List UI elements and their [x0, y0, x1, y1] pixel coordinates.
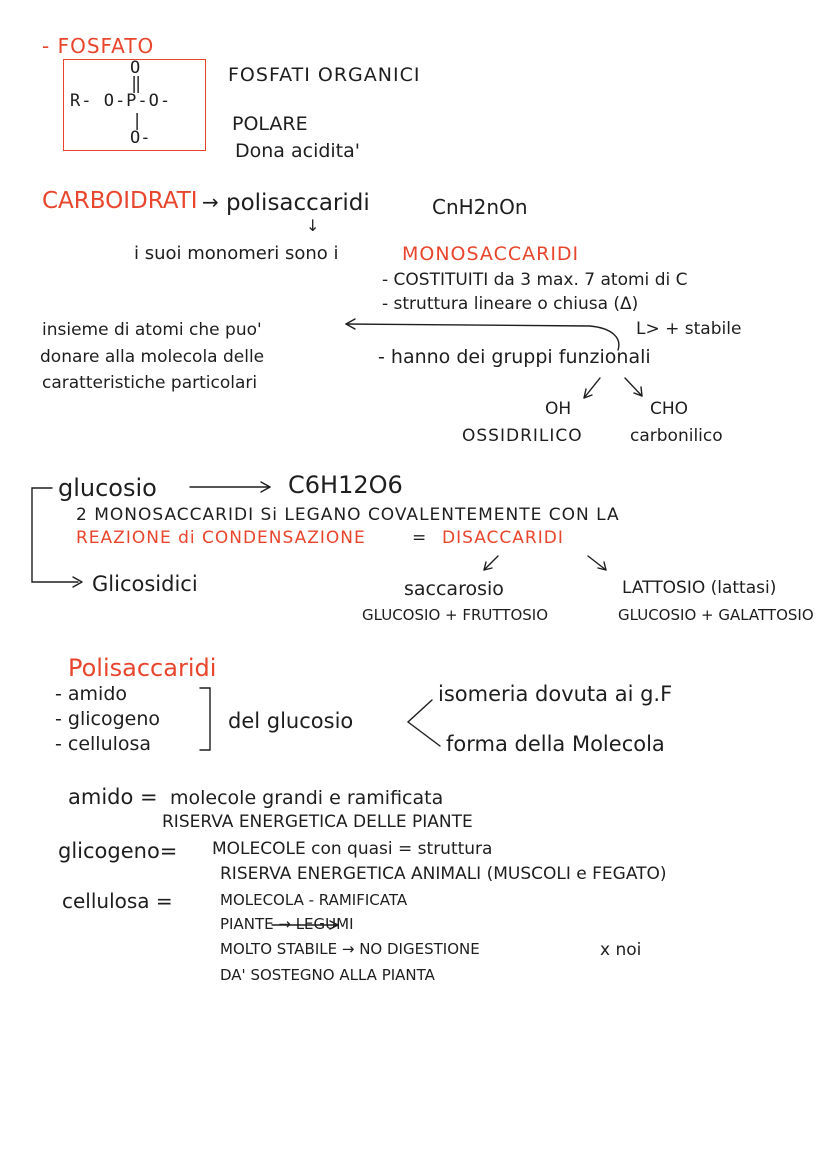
carbohydrate-formula: CnH2nOn — [432, 195, 528, 219]
def-amido-line-1: molecole grandi e ramificata — [170, 787, 444, 809]
def-cellulosa-line-1: MOLECOLA - RAMIFICATA — [220, 891, 408, 909]
def-glicogeno-line-1: MOLECOLE con quasi = struttura — [212, 839, 493, 859]
lattosio-composition: GLUCOSIO + GALATTOSIO — [618, 606, 814, 624]
group-oh-formula: OH — [545, 399, 572, 419]
disaccaridi-label: DISACCARIDI — [442, 528, 564, 548]
saccarosio-name: saccarosio — [404, 578, 504, 600]
phosphate-formula-row: R- O-P-O- — [70, 91, 172, 111]
bullet-struttura: - struttura lineare o chiusa (Δ) — [382, 294, 639, 314]
saccarosio-composition: GLUCOSIO + FRUTTOSIO — [362, 606, 548, 624]
bullet-gruppi-funzionali: - hanno dei gruppi funzionali — [378, 346, 651, 368]
def-amido-term: amido = — [68, 785, 158, 809]
fosfati-organici-note: FOSFATI ORGANICI — [228, 64, 421, 86]
def-glicogeno-term: glicogeno= — [58, 839, 178, 863]
polare-note: POLARE — [232, 113, 308, 135]
legami-bracket — [32, 488, 78, 582]
reazione-condensazione: REAZIONE di CONDENSAZIONE — [76, 528, 366, 548]
carboidrati-heading: CARBOIDRATI — [42, 188, 198, 214]
dona-acidita-note: Dona acidita' — [235, 140, 361, 162]
lattosio-name: LATTOSIO (lattasi) — [622, 578, 777, 598]
polisaccaride-amido: - amido — [55, 683, 128, 705]
polisaccaride-cellulosa: - cellulosa — [55, 733, 152, 755]
x-noi-note: x noi — [600, 940, 642, 960]
polisaccaridi-heading: Polisaccaridi — [68, 654, 217, 682]
equals-sign: = — [412, 528, 427, 548]
monosaccaridi-heading: MONOSACCARIDI — [402, 243, 580, 265]
branch-lines — [408, 700, 440, 746]
group-cho-formula: CHO — [650, 399, 689, 419]
group-oh-name: OSSIDRILICO — [462, 426, 583, 446]
polisaccaride-glicogeno: - glicogeno — [55, 708, 161, 730]
phosphate-oxygen-bottom: O- — [130, 128, 151, 148]
glicosidici-label: Glicosidici — [92, 572, 198, 596]
condensation-sentence: 2 MONOSACCARIDI Si LEGANO COVALENTEMENTE CON LA — [76, 505, 620, 525]
def-cellulosa-term: cellulosa = — [62, 889, 173, 913]
polisaccaridi-label: polisaccaridi — [226, 190, 370, 216]
def-amido-line-2: RISERVA ENERGETICA DELLE PIANTE — [162, 812, 473, 832]
group-cho-name: carbonilico — [630, 426, 723, 446]
phosphate-oxygen-top: O — [130, 58, 141, 78]
phosphate-double-bond: ‖ — [131, 74, 142, 94]
bullet-costituiti: - COSTITUITI da 3 max. 7 atomi di C — [382, 270, 688, 290]
phosphate-single-bond: | — [132, 111, 143, 131]
bullet-stabile: L> + stabile — [636, 319, 742, 339]
carboidrati-arrow: → — [202, 190, 219, 214]
def-cellulosa-line-4: DA' SOSTEGNO ALLA PIANTA — [220, 966, 435, 984]
side-note-line-2: donare alla molecola delle — [40, 347, 265, 367]
down-arrow: ↓ — [306, 216, 320, 235]
arrow-to-side-note — [346, 324, 619, 350]
def-glicogeno-line-2: RISERVA ENERGETICA ANIMALI (MUSCOLI e FEGATO) — [220, 864, 667, 884]
arrow-to-lattosio — [588, 556, 606, 570]
isomeria-branch: isomeria dovuta ai g.F — [438, 682, 673, 706]
monomeri-text: i suoi monomeri sono i — [134, 243, 339, 264]
def-cellulosa-line-3: MOLTO STABILE → NO DIGESTIONE — [220, 940, 480, 958]
glucosio-formula: C6H12O6 — [288, 471, 403, 499]
glucosio-label: glucosio — [58, 474, 157, 502]
del-glucosio-label: del glucosio — [228, 709, 354, 733]
forma-molecola-branch: forma della Molecola — [446, 732, 665, 756]
side-note-line-3: caratteristiche particolari — [42, 373, 258, 393]
fosfato-heading: - FOSFATO — [42, 34, 155, 58]
def-cellulosa-line-2: PIANTE → LEGUMI — [220, 915, 354, 933]
side-note-line-1: insieme di atomi che puo' — [42, 320, 262, 340]
polisaccaridi-bracket — [200, 688, 210, 750]
